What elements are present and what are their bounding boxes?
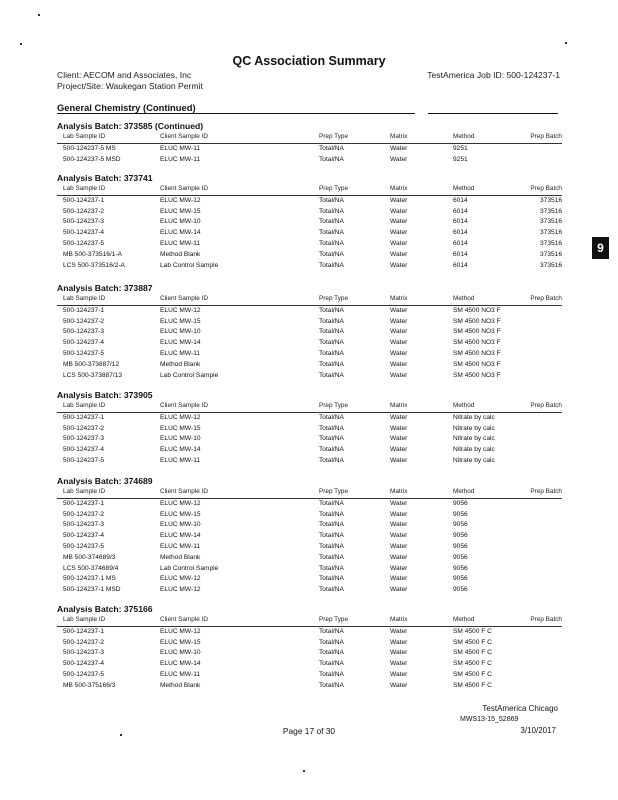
cell-prep-type: Total/NA [319,638,344,646]
cell-client: Lab Control Sample [160,564,219,572]
column-header-method: Method [453,295,475,302]
cell-lab: 500-124237-5 [63,239,105,247]
page-number: Page 17 of 30 [282,726,336,736]
cell-prep-type: Total/NA [319,564,344,572]
cell-client: ELUC MW-11 [160,239,201,247]
table-row [57,217,562,228]
cell-prep-type: Total/NA [319,328,344,336]
cell-matrix: Water [390,339,408,347]
column-header-prep-batch: Prep Batch [530,295,562,302]
cell-prep-type: Total/NA [319,670,344,678]
cell-matrix: Water [390,446,408,454]
column-header-client: Client Sample ID [160,185,208,192]
section-divider [57,113,415,114]
cell-client: ELUC MW-12 [160,575,201,583]
scan-speck [120,734,122,736]
column-header-matrix: Matrix [390,185,408,192]
table-row [57,196,562,207]
cell-method: 9251 [453,144,468,152]
table-header [57,294,562,306]
column-header-method: Method [453,402,475,409]
table-row [57,250,562,261]
cell-prep-type: Total/NA [319,339,344,347]
cell-client: ELUC MW-15 [160,510,201,518]
column-header-client: Client Sample ID [160,295,208,302]
cell-matrix: Water [390,586,408,594]
section-divider-right [428,113,558,114]
column-header-method: Method [453,133,475,140]
cell-prep-type: Total/NA [319,553,344,561]
cell-prep-type: Total/NA [319,250,344,258]
cell-lab: 500-124237-2 [63,638,105,646]
scan-speck [303,770,305,772]
cell-method: 6014 [453,218,468,226]
column-header-matrix: Matrix [390,133,408,140]
analysis-batch [57,282,562,381]
column-header-method: Method [453,185,475,192]
cell-method: SM 4500 F C [453,627,492,635]
cell-lab: MB 500-374689/3 [63,553,116,561]
column-header-method: Method [453,616,475,623]
column-header-prep-type: Prep Type [319,295,349,302]
cell-client: Method Blank [160,250,201,258]
table-row [57,659,562,670]
cell-prep-type: Total/NA [319,371,344,379]
column-header-client: Client Sample ID [160,488,208,495]
cell-prep-type: Total/NA [319,413,344,421]
cell-lab: 500-124237-2 [63,207,105,215]
cell-lab: 500-124237-5 [63,349,105,357]
cell-lab: MB 500-373887/12 [63,360,120,368]
table-header [57,184,562,196]
cell-prep-batch: 373516 [539,207,562,215]
cell-matrix: Water [390,456,408,464]
cell-prep-type: Total/NA [319,144,344,152]
cell-matrix: Water [390,627,408,635]
cell-client: ELUC MW-15 [160,424,201,432]
table-row [57,681,562,692]
table-row [57,155,562,166]
cell-matrix: Water [390,229,408,237]
cell-matrix: Water [390,155,408,163]
cell-client: ELUC MW-12 [160,586,201,594]
cell-matrix: Water [390,424,408,432]
cell-prep-type: Total/NA [319,660,344,668]
cell-matrix: Water [390,349,408,357]
cell-method: 9056 [453,542,468,550]
cell-matrix: Water [390,510,408,518]
cell-lab: 500-124237-3 [63,218,105,226]
cell-method: 6014 [453,207,468,215]
cell-method: 9056 [453,499,468,507]
cell-lab: 500-124237-1 [63,413,105,421]
column-header-lab: Lab Sample ID [63,616,106,623]
cell-lab: 500-124237-1 [63,627,105,635]
cell-prep-type: Total/NA [319,575,344,583]
cell-matrix: Water [390,328,408,336]
cell-matrix: Water [390,306,408,314]
batch-title: Analysis Batch: 375166 [57,604,153,614]
cell-matrix: Water [390,317,408,325]
cell-lab: 500-124237-4 [63,229,105,237]
column-header-matrix: Matrix [390,402,408,409]
cell-client: Lab Control Sample [160,261,219,269]
cell-client: ELUC MW-10 [160,328,201,336]
column-header-method: Method [453,488,475,495]
cell-method: 9056 [453,521,468,529]
cell-method: 9056 [453,564,468,572]
batch-title: Analysis Batch: 373741 [57,173,153,183]
column-header-prep-batch: Prep Batch [530,402,562,409]
table-row [57,327,562,338]
cell-method: SM 4500 NO3 F [453,360,501,368]
cell-lab: 500-124237-4 [63,660,105,668]
batch-title: Analysis Batch: 373887 [57,283,153,293]
column-header-matrix: Matrix [390,616,408,623]
cell-matrix: Water [390,521,408,529]
table-row [57,434,562,445]
table-header [57,401,562,413]
cell-method: 9251 [453,155,468,163]
cell-lab: LCS 500-373887/13 [63,371,123,379]
cell-method: 6014 [453,239,468,247]
cell-matrix: Water [390,681,408,689]
section-tab-badge: 9 [592,237,609,259]
column-header-prep-type: Prep Type [319,133,349,140]
cell-method: SM 4500 NO3 F [453,306,501,314]
cell-method: 6014 [453,196,468,204]
cell-matrix: Water [390,542,408,550]
cell-prep-type: Total/NA [319,681,344,689]
table-header [57,487,562,499]
table-row [57,499,562,510]
column-header-prep-type: Prep Type [319,185,349,192]
cell-client: Lab Control Sample [160,371,219,379]
cell-client: ELUC MW-12 [160,196,201,204]
cell-lab: 500-124237-5 MSD [63,155,121,163]
cell-matrix: Water [390,207,408,215]
column-header-client: Client Sample ID [160,402,208,409]
cell-client: ELUC MW-11 [160,349,201,357]
table-row [57,360,562,371]
cell-method: Nitrate by calc [453,456,495,464]
table-row [57,670,562,681]
cell-method: 9056 [453,510,468,518]
cell-lab: 500-124237-2 [63,317,105,325]
table-row [57,424,562,435]
table-row [57,317,562,328]
table-row [57,585,562,596]
cell-client: ELUC MW-14 [160,229,201,237]
cell-lab: 500-124237-1 [63,306,105,314]
cell-lab: 500-124237-3 [63,435,105,443]
cell-matrix: Water [390,553,408,561]
column-header-prep-type: Prep Type [319,616,349,623]
page-title: QC Association Summary [232,54,386,68]
cell-matrix: Water [390,532,408,540]
table-row [57,144,562,155]
cell-method: 9056 [453,586,468,594]
cell-prep-type: Total/NA [319,446,344,454]
cell-client: ELUC MW-11 [160,456,201,464]
scan-speck [20,43,22,45]
cell-method: 6014 [453,229,468,237]
cell-method: Nitrate by calc [453,446,495,454]
table-row [57,413,562,424]
table-row [57,228,562,239]
scan-speck [565,42,567,44]
cell-matrix: Water [390,660,408,668]
cell-method: SM 4500 NO3 F [453,371,501,379]
cell-client: ELUC MW-10 [160,218,201,226]
table-row [57,306,562,317]
cell-client: Method Blank [160,681,201,689]
cell-matrix: Water [390,649,408,657]
cell-client: Method Blank [160,360,201,368]
cell-client: ELUC MW-14 [160,339,201,347]
cell-prep-type: Total/NA [319,196,344,204]
cell-method: SM 4500 NO3 F [453,339,501,347]
column-header-prep-batch: Prep Batch [530,616,562,623]
table-row [57,261,562,272]
section-title: General Chemistry (Continued) [57,102,196,113]
column-header-matrix: Matrix [390,488,408,495]
table-row [57,574,562,585]
cell-matrix: Water [390,638,408,646]
table-row [57,520,562,531]
cell-method: SM 4500 F C [453,638,492,646]
cell-matrix: Water [390,360,408,368]
column-header-client: Client Sample ID [160,616,208,623]
analysis-batch [57,475,562,596]
cell-method: 9056 [453,553,468,561]
table-row [57,564,562,575]
table-row [57,648,562,659]
cell-method: Nitrate by calc [453,413,495,421]
cell-prep-batch: 373516 [539,196,562,204]
cell-client: ELUC MW-10 [160,521,201,529]
cell-matrix: Water [390,670,408,678]
cell-client: ELUC MW-15 [160,638,201,646]
column-header-lab: Lab Sample ID [63,402,106,409]
cell-prep-type: Total/NA [319,435,344,443]
job-id: TestAmerica Job ID: 500-124237-1 [427,70,560,80]
column-header-prep-batch: Prep Batch [530,133,562,140]
table-row [57,371,562,382]
table-row [57,627,562,638]
cell-prep-type: Total/NA [319,317,344,325]
cell-matrix: Water [390,144,408,152]
cell-client: ELUC MW-11 [160,542,201,550]
analysis-batch [57,603,562,692]
cell-lab: MB 500-375166/3 [63,681,116,689]
table-row [57,638,562,649]
client-label: Client: AECOM and Associates, Inc [57,70,192,80]
cell-prep-type: Total/NA [319,521,344,529]
cell-prep-type: Total/NA [319,218,344,226]
cell-prep-type: Total/NA [319,586,344,594]
cell-lab: 500-124237-5 [63,456,105,464]
cell-method: 9056 [453,532,468,540]
cell-client: Method Blank [160,553,201,561]
cell-lab: 500-124237-2 [63,424,105,432]
table-row [57,531,562,542]
table-header [57,615,562,627]
table-row [57,349,562,360]
cell-lab: 500-124237-1 [63,499,105,507]
cell-prep-batch: 373516 [539,229,562,237]
cell-method: SM 4500 F C [453,660,492,668]
cell-lab: 500-124237-3 [63,649,105,657]
cell-client: ELUC MW-14 [160,446,201,454]
cell-method: 6014 [453,250,468,258]
cell-client: ELUC MW-11 [160,155,201,163]
cell-matrix: Water [390,499,408,507]
footer-date: 3/10/2017 [520,726,556,735]
cell-client: ELUC MW-14 [160,660,201,668]
cell-matrix: Water [390,371,408,379]
table-row [57,338,562,349]
cell-lab: 500-124237-4 [63,532,105,540]
cell-prep-type: Total/NA [319,229,344,237]
cell-client: ELUC MW-15 [160,317,201,325]
cell-client: ELUC MW-10 [160,435,201,443]
cell-lab: 500-124237-5 [63,670,105,678]
analysis-batch [57,389,562,467]
cell-prep-type: Total/NA [319,349,344,357]
cell-lab: 500-124237-4 [63,446,105,454]
cell-prep-type: Total/NA [319,456,344,464]
cell-lab: 500-124237-5 [63,542,105,550]
cell-matrix: Water [390,575,408,583]
cell-client: ELUC MW-12 [160,627,201,635]
analysis-batch [57,120,562,165]
cell-client: ELUC MW-15 [160,207,201,215]
cell-prep-type: Total/NA [319,261,344,269]
column-header-lab: Lab Sample ID [63,133,106,140]
table-row [57,239,562,250]
cell-method: 9056 [453,575,468,583]
cell-client: ELUC MW-10 [160,649,201,657]
cell-matrix: Water [390,435,408,443]
cell-prep-batch: 373516 [539,218,562,226]
cell-lab: LCS 500-373516/2-A [63,261,125,269]
cell-client: ELUC MW-12 [160,499,201,507]
table-row [57,542,562,553]
cell-matrix: Water [390,261,408,269]
cell-matrix: Water [390,218,408,226]
cell-prep-type: Total/NA [319,424,344,432]
cell-lab: 500-124237-1 MS [63,575,116,583]
cell-client: ELUC MW-12 [160,306,201,314]
cell-method: Nitrate by calc [453,424,495,432]
cell-prep-type: Total/NA [319,627,344,635]
cell-prep-batch: 373516 [539,261,562,269]
cell-prep-type: Total/NA [319,207,344,215]
cell-lab: 500-124237-3 [63,328,105,336]
cell-prep-batch: 373516 [539,239,562,247]
column-header-client: Client Sample ID [160,133,208,140]
column-header-prep-type: Prep Type [319,402,349,409]
footer-lab: TestAmerica Chicago [482,704,558,713]
cell-prep-type: Total/NA [319,499,344,507]
cell-prep-type: Total/NA [319,360,344,368]
footer-doc-id: MWS13-15_52869 [460,716,519,723]
cell-method: SM 4500 F C [453,681,492,689]
table-row [57,207,562,218]
cell-client: ELUC MW-11 [160,670,201,678]
cell-matrix: Water [390,250,408,258]
cell-method: SM 4500 NO3 F [453,349,501,357]
column-header-lab: Lab Sample ID [63,295,106,302]
column-header-matrix: Matrix [390,295,408,302]
table-row [57,456,562,467]
cell-prep-type: Total/NA [319,239,344,247]
column-header-prep-batch: Prep Batch [530,185,562,192]
cell-prep-batch: 373516 [539,250,562,258]
cell-matrix: Water [390,196,408,204]
cell-prep-type: Total/NA [319,542,344,550]
column-header-prep-batch: Prep Batch [530,488,562,495]
cell-lab: 500-124237-3 [63,521,105,529]
cell-method: SM 4500 NO3 F [453,328,501,336]
column-header-lab: Lab Sample ID [63,185,106,192]
cell-matrix: Water [390,239,408,247]
cell-prep-type: Total/NA [319,510,344,518]
table-row [57,510,562,521]
column-header-prep-type: Prep Type [319,488,349,495]
table-row [57,553,562,564]
project-label: Project/Site: Waukegan Station Permit [57,81,203,91]
cell-matrix: Water [390,413,408,421]
analysis-batch [57,172,562,271]
batch-title: Analysis Batch: 373585 (Continued) [57,121,204,131]
cell-lab: 500-124237-2 [63,510,105,518]
cell-lab: 500-124237-5 MS [63,144,116,152]
cell-lab: 500-124237-1 MSD [63,586,121,594]
column-header-lab: Lab Sample ID [63,488,106,495]
cell-prep-type: Total/NA [319,532,344,540]
cell-client: ELUC MW-14 [160,532,201,540]
cell-matrix: Water [390,564,408,572]
cell-lab: 500-124237-1 [63,196,105,204]
cell-method: Nitrate by calc [453,435,495,443]
table-header [57,132,562,144]
cell-lab: 500-124237-4 [63,339,105,347]
cell-prep-type: Total/NA [319,306,344,314]
cell-prep-type: Total/NA [319,649,344,657]
batch-title: Analysis Batch: 374689 [57,476,153,486]
cell-prep-type: Total/NA [319,155,344,163]
scan-speck [38,14,40,16]
cell-method: 6014 [453,261,468,269]
cell-client: ELUC MW-11 [160,144,201,152]
batch-title: Analysis Batch: 373905 [57,390,153,400]
table-row [57,445,562,456]
cell-method: SM 4500 NO3 F [453,317,501,325]
cell-method: SM 4500 F C [453,649,492,657]
cell-lab: MB 500-373516/1-A [63,250,123,258]
cell-client: ELUC MW-12 [160,413,201,421]
cell-lab: LCS 500-374689/4 [63,564,119,572]
cell-method: SM 4500 F C [453,670,492,678]
